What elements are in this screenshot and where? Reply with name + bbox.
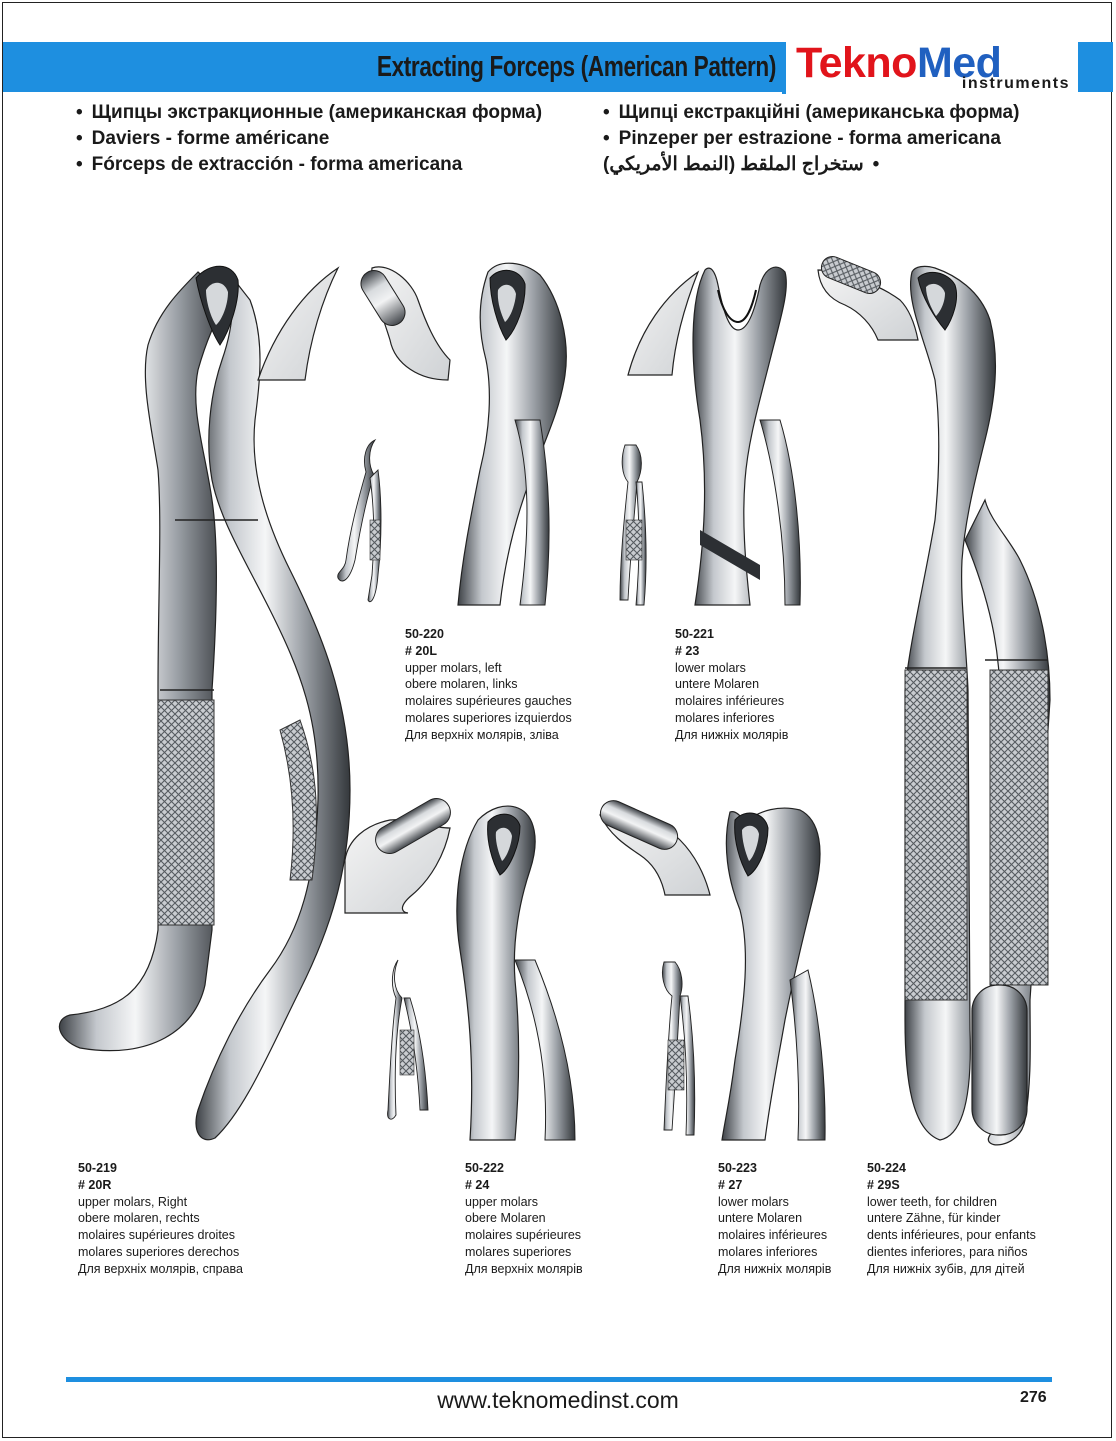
caption-line-en: upper molars, left <box>405 660 502 675</box>
forceps-50-222-image <box>457 806 575 1140</box>
beak-profile-20r <box>258 268 338 380</box>
logo-part-2: Med <box>916 39 1002 87</box>
caption-line-en: upper molars, Right <box>78 1194 188 1209</box>
caption-line-de: untere Molaren <box>675 677 760 692</box>
product-caption-50-219 <box>78 1160 243 1278</box>
beak-face-29s <box>818 253 918 340</box>
product-number: # 23 <box>675 643 700 658</box>
caption-line-fr: molaires inférieures <box>718 1228 828 1243</box>
subtitle-ukrainian: • Щипці екстракційні (американська форма) <box>603 100 1019 126</box>
beak-face-20r <box>356 266 450 380</box>
caption-line-en: lower molars <box>718 1194 789 1209</box>
thumbnail-forceps-20l <box>338 440 381 602</box>
subtitle-spanish: • Fórceps de extracción - forma americana <box>76 152 542 178</box>
caption-line-uk: Для верхніх молярів <box>465 1261 583 1276</box>
page-title: Extracting Forceps (American Pattern) <box>376 51 776 83</box>
product-caption-50-224 <box>867 1160 1036 1278</box>
beak-face-27 <box>596 796 710 895</box>
thumbnail-forceps-24 <box>388 960 428 1119</box>
subtitle-russian: • Щипцы экстракционные (американская форма) <box>76 100 542 126</box>
logo-subtitle: instruments <box>961 75 1070 92</box>
caption-line-es: molares inferiores <box>718 1244 818 1259</box>
caption-line-de: obere Molaren <box>465 1211 546 1226</box>
caption-line-es: molares superiores derechos <box>78 1244 240 1259</box>
logo-part-1: Tekno <box>796 39 917 87</box>
product-number: # 29S <box>867 1177 900 1192</box>
caption-line-de: untere Zähne, für kinder <box>867 1211 1001 1226</box>
product-code: 50-219 <box>78 1161 117 1175</box>
product-code: 50-221 <box>675 627 714 641</box>
subtitle-french: • Daviers - forme américane <box>76 126 542 152</box>
caption-line-es: molares superiores izquierdos <box>405 710 572 725</box>
caption-line-uk: Для нижніх молярів <box>675 727 789 742</box>
product-code: 50-223 <box>718 1161 757 1175</box>
subtitle-italian: • Pinzeper per estrazione - forma americana <box>603 126 1019 152</box>
footer-url[interactable]: www.teknomedinst.com <box>437 1387 679 1413</box>
product-code: 50-224 <box>867 1161 906 1175</box>
product-number: # 24 <box>465 1177 490 1192</box>
caption-line-fr: dents inférieures, pour enfants <box>867 1228 1036 1243</box>
footer-rule <box>66 1377 1052 1382</box>
subtitle-arabic: • ستخراج الملقط (النمط الأمريكي) <box>603 152 1019 178</box>
caption-line-uk: Для верхніх молярів, зліва <box>405 727 559 742</box>
product-number: # 27 <box>718 1177 743 1192</box>
product-number: # 20R <box>78 1177 112 1192</box>
beak-profile-23 <box>628 272 698 375</box>
product-number: # 20L <box>405 643 437 658</box>
forceps-50-221-image <box>693 267 800 605</box>
caption-line-fr: molaires inférieures <box>675 694 785 709</box>
product-caption-50-220 <box>405 626 572 744</box>
caption-line-de: untere Molaren <box>718 1211 803 1226</box>
caption-line-en: upper molars <box>465 1194 538 1209</box>
caption-line-es: molares superiores <box>465 1244 572 1259</box>
thumbnail-forceps-27 <box>662 962 694 1135</box>
page-number: 276 <box>1020 1389 1047 1406</box>
forceps-50-223-image <box>722 808 825 1140</box>
forceps-50-224-image <box>905 266 1050 1144</box>
product-code: 50-222 <box>465 1161 504 1175</box>
product-caption-50-221 <box>675 626 788 744</box>
caption-line-uk: Для верхніх молярів, справа <box>78 1261 243 1276</box>
beak-face-24 <box>345 793 456 913</box>
caption-line-de: obere molaren, rechts <box>78 1211 200 1226</box>
forceps-50-219-image <box>59 266 350 1140</box>
caption-line-es: molares inferiores <box>675 710 775 725</box>
caption-line-en: lower teeth, for children <box>867 1194 997 1209</box>
caption-line-en: lower molars <box>675 660 746 675</box>
caption-line-uk: Для нижніх молярів <box>718 1261 832 1276</box>
product-caption-50-222 <box>465 1160 583 1278</box>
caption-line-de: obere molaren, links <box>405 677 518 692</box>
caption-line-fr: molaires supérieures <box>465 1228 582 1243</box>
product-caption-50-223 <box>718 1160 831 1278</box>
forceps-50-220-image <box>458 263 566 605</box>
caption-line-uk: Для нижніх зубів, для дітей <box>867 1261 1025 1276</box>
product-code: 50-220 <box>405 627 444 641</box>
thumbnail-forceps-23 <box>620 445 646 605</box>
caption-line-es: dientes inferiores, para niños <box>867 1244 1028 1259</box>
caption-line-fr: molaires supérieures gauches <box>405 694 572 709</box>
caption-line-fr: molaires supérieures droites <box>78 1228 236 1243</box>
